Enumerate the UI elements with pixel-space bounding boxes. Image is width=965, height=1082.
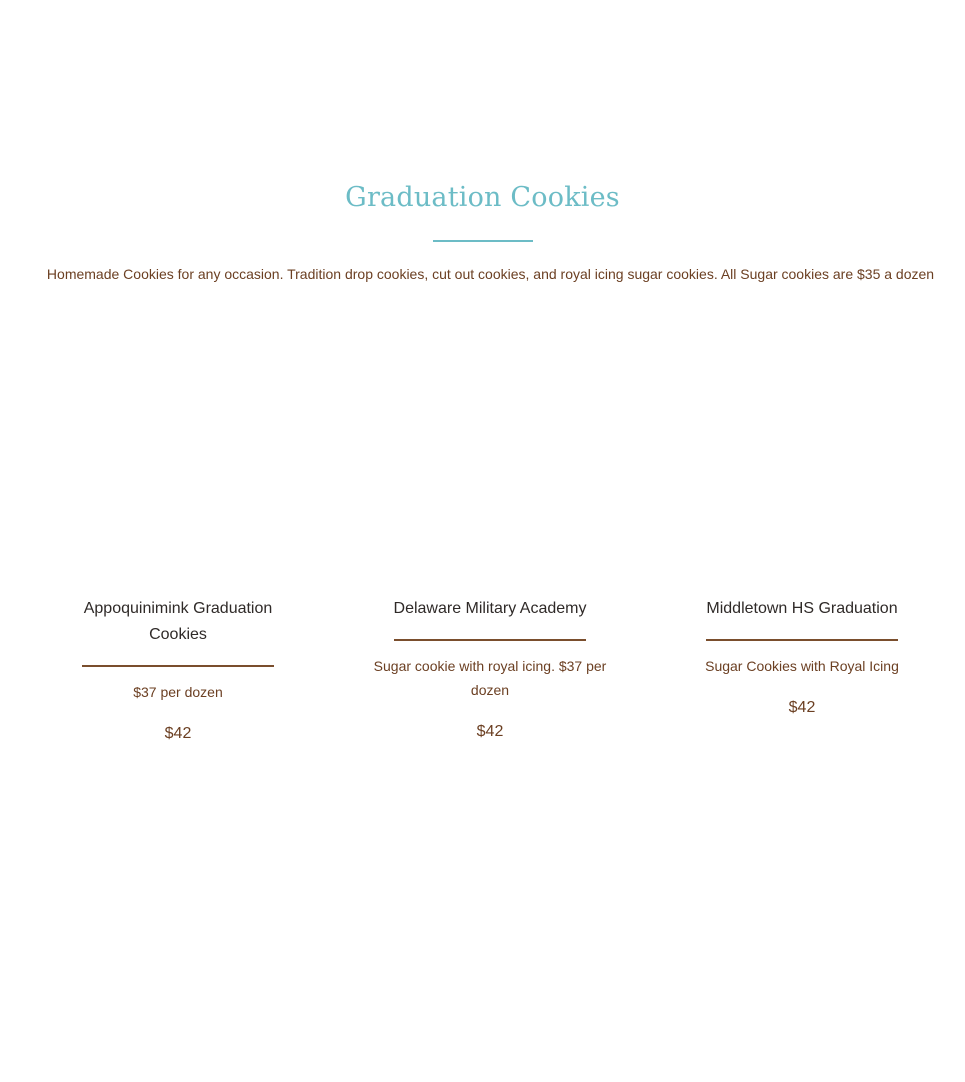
product-description: $37 per dozen (133, 684, 223, 700)
product-price: $42 (476, 723, 504, 740)
page-title: Graduation Cookies (345, 182, 620, 213)
product-card-delaware-military-academy[interactable] (334, 596, 646, 746)
section-description: Homemade Cookies for any occasion. Tradition drop cookies, cut out cookies, and royal icing sugar cookies. All Sugar cookies are $35 a dozen (46, 266, 935, 282)
product-description: Sugar Cookies with Royal Icing (705, 658, 899, 674)
product-name[interactable]: Delaware Military Academy (393, 600, 587, 617)
product-name[interactable]: Appoquinimink Graduation Cookies (83, 600, 273, 643)
product-name[interactable]: Middletown HS Graduation (706, 600, 898, 617)
product-card-appoquinimink[interactable] (22, 596, 334, 746)
product-divider (82, 665, 274, 667)
section-header (0, 178, 965, 242)
title-divider (433, 240, 533, 242)
product-card-middletown-hs[interactable] (646, 596, 958, 746)
product-price: $42 (164, 725, 192, 742)
product-price: $42 (788, 699, 816, 716)
product-description: Sugar cookie with royal icing. $37 per dozen (373, 658, 607, 698)
product-divider (706, 639, 898, 641)
product-divider (394, 639, 586, 641)
product-grid (22, 596, 958, 746)
